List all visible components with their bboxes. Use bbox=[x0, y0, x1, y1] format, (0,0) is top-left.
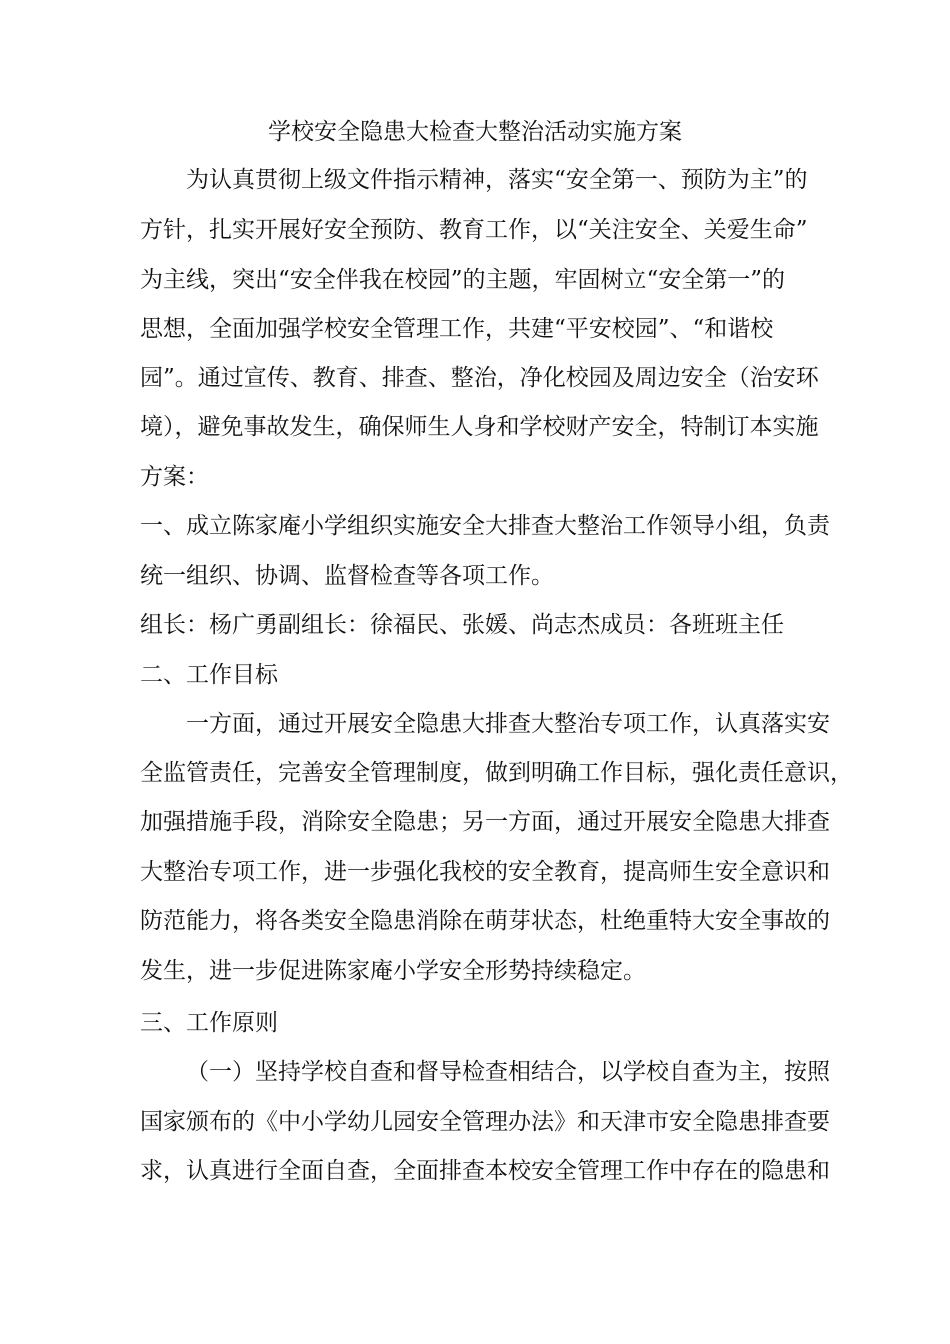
paragraph-line: 大整治专项工作，进一步强化我校的安全教育，提高师生安全意识和 bbox=[140, 859, 830, 885]
document-title: 学校安全隐患大检查大整治活动实施方案 bbox=[268, 119, 682, 145]
section-heading: 二、工作目标 bbox=[140, 662, 278, 688]
paragraph-line: 防范能力，将各类安全隐患消除在萌芽状态，杜绝重特大安全事故的 bbox=[140, 908, 830, 934]
paragraph-line: 加强措施手段，消除安全隐患；另一方面，通过开展安全隐患大排查 bbox=[140, 809, 830, 835]
paragraph-line: 为认真贯彻上级文件指示精神，落实“安全第一、预防为主”的 bbox=[186, 167, 808, 193]
section-heading: 三、工作原则 bbox=[140, 1010, 278, 1036]
paragraph-line: 国家颁布的《中小学幼儿园安全管理办法》和天津市安全隐患排查要 bbox=[140, 1109, 830, 1135]
paragraph-line: 方针，扎实开展好安全预防、教育工作，以“关注安全、关爱生命” bbox=[140, 217, 808, 243]
paragraph-line: 境），避免事故发生，确保师生人身和学校财产安全，特制订本实施 bbox=[140, 414, 819, 440]
paragraph-line: 组长：杨广勇副组长：徐福民、张媛、尚志杰成员：各班班主任 bbox=[140, 612, 784, 638]
paragraph-line: 求，认真进行全面自查，全面排查本校安全管理工作中存在的隐患和 bbox=[140, 1158, 830, 1184]
paragraph-line: 一方面，通过开展安全隐患大排查大整治专项工作，认真落实安 bbox=[186, 711, 830, 737]
paragraph-line: 全监管责任，完善安全管理制度，做到明确工作目标，强化责任意识， bbox=[140, 760, 853, 786]
paragraph-line: 发生，进一步促进陈家庵小学安全形势持续稳定。 bbox=[140, 958, 646, 984]
paragraph-line: 为主线，突出“安全伴我在校园”的主题，牢固树立“安全第一”的 bbox=[140, 267, 786, 293]
paragraph-line: 园”。通过宣传、教育、排查、整治，净化校园及周边安全（治安环 bbox=[140, 365, 819, 391]
paragraph-line: 统一组织、协调、监督检查等各项工作。 bbox=[140, 563, 554, 589]
paragraph-line: 方案： bbox=[140, 464, 209, 490]
paragraph-line: 思想，全面加强学校安全管理工作，共建“平安校园”、“和谐校 bbox=[140, 316, 774, 342]
section-heading: 一、成立陈家庵小学组织实施安全大排查大整治工作领导小组，负责 bbox=[140, 513, 830, 539]
paragraph-line: （一）坚持学校自查和督导检查相结合，以学校自查为主，按照 bbox=[186, 1059, 830, 1085]
